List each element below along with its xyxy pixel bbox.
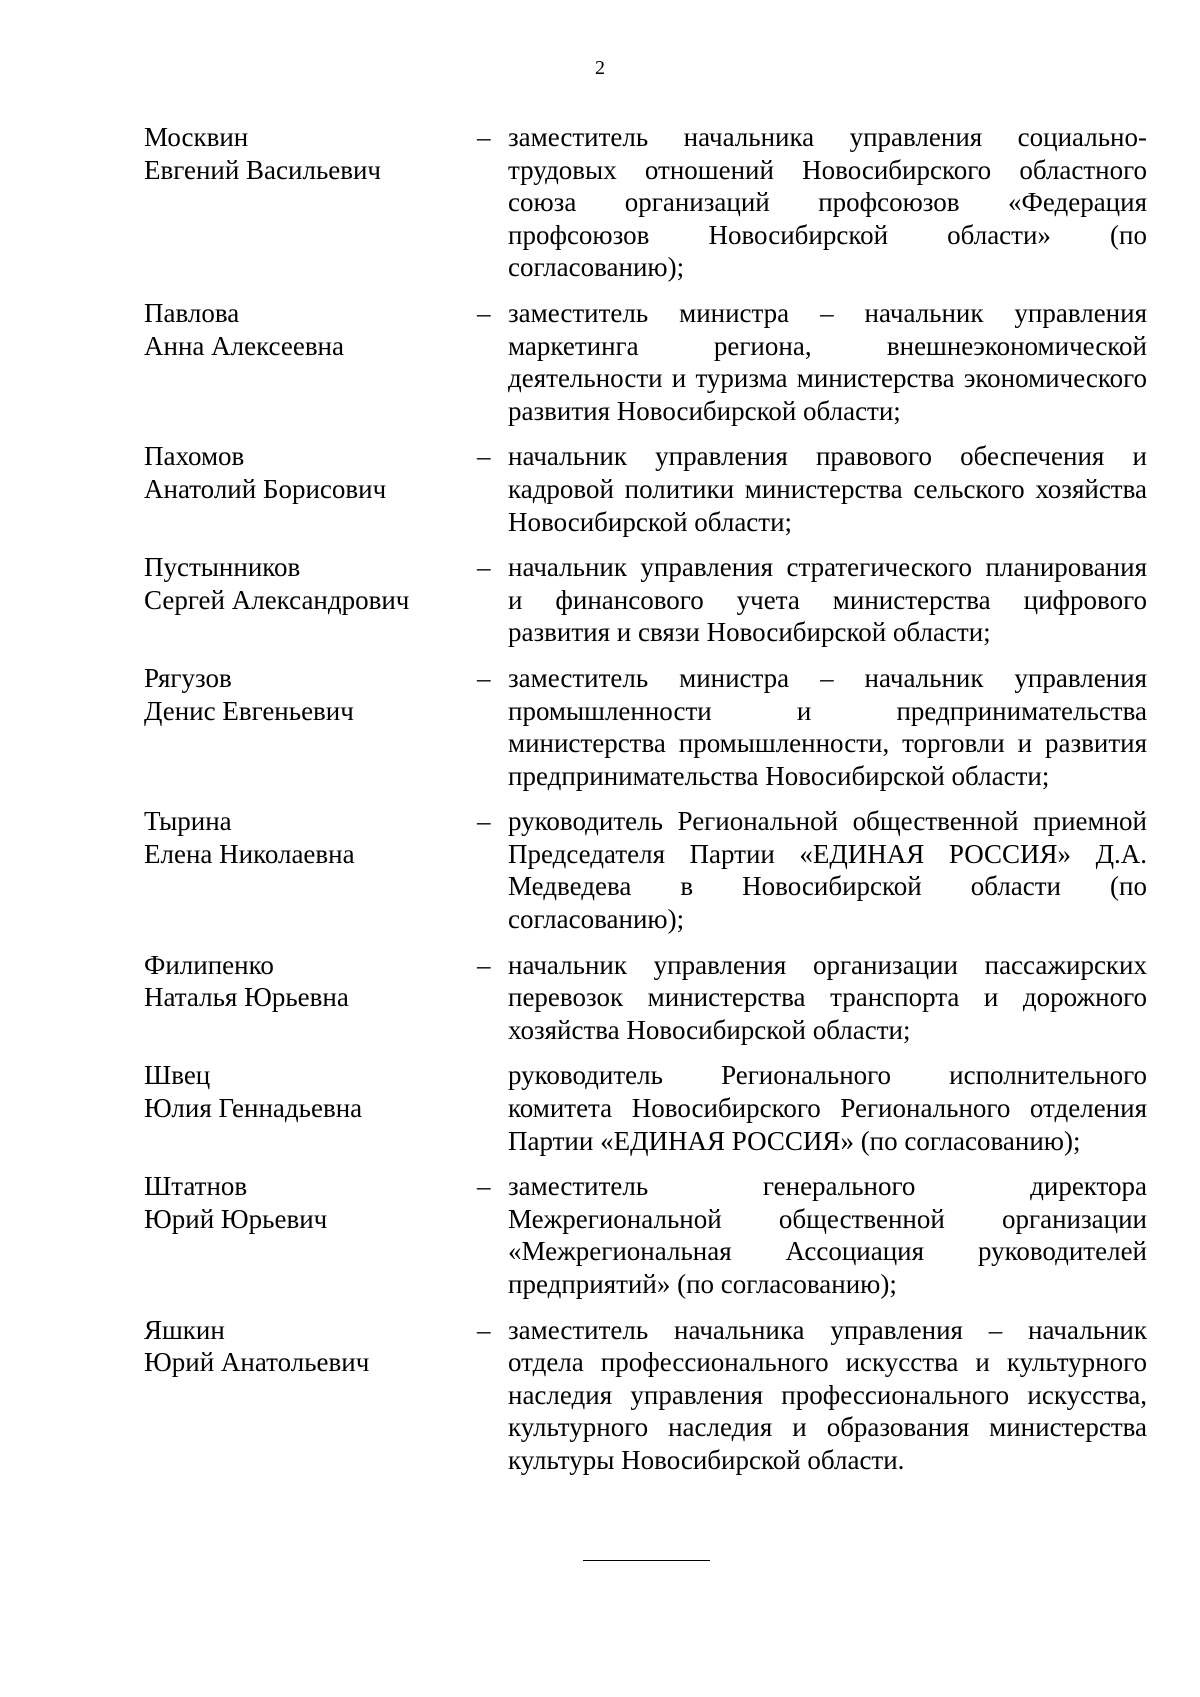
member-name	[144, 440, 464, 505]
member-role: заместитель начальника управления – начальник отдела профессионального искусства и культурного наследия управления профессионального искусства, культурного наследия и образования министерства культуры Новосибирской области.	[508, 1314, 1147, 1475]
member-role: заместитель министра – начальник управления промышленности и предпринимательства министерства промышленности, торговли и развития предпринимательства Новосибирской области;	[508, 662, 1147, 791]
member-role: начальник управления правового обеспечения и кадровой политики министерства сельского хозяйства Новосибирской области;	[508, 441, 1147, 537]
member-surname: Штатнов	[144, 1171, 248, 1202]
list-item	[144, 440, 1147, 538]
member-given-names: Юрий Юрьевич	[144, 1203, 328, 1234]
member-role: руководитель Региональной общественной приемной Председателя Партии «ЕДИНАЯ РОССИЯ» Д.А. Медведева в Новосибирской области (по согласованию);	[508, 806, 1147, 935]
member-name	[144, 662, 464, 727]
list-item	[144, 662, 1147, 792]
dash-separator: –	[477, 1314, 491, 1345]
member-surname: Рягузов	[144, 662, 232, 693]
list-item	[144, 121, 1147, 284]
member-role: начальник управления стратегического планирования и финансового учета министерства цифрового развития и связи Новосибирской области;	[508, 552, 1147, 648]
dash-separator: –	[477, 806, 491, 837]
dash-separator: –	[477, 122, 491, 152]
member-name	[144, 1170, 464, 1235]
member-given-names: Юрий Анатольевич	[144, 1347, 370, 1378]
member-role: начальник управления организации пассажирских перевозок министерства транспорта и дорожного хозяйства Новосибирской области;	[508, 949, 1147, 1045]
member-surname: Москвин	[144, 122, 249, 152]
member-surname: Пахомов	[144, 441, 245, 472]
member-name	[144, 121, 464, 186]
member-surname: Павлова	[144, 297, 240, 328]
member-surname: Швец	[144, 1060, 211, 1091]
dash-separator: –	[477, 552, 491, 583]
dash-separator: –	[477, 662, 491, 693]
list-item	[144, 551, 1147, 649]
list-item	[144, 1059, 1147, 1157]
member-name	[144, 1314, 464, 1379]
member-given-names: Сергей Александрович	[144, 584, 410, 615]
member-given-names: Елена Николаевна	[144, 838, 355, 869]
member-given-names: Юлия Геннадьевна	[144, 1093, 363, 1124]
member-given-names: Анна Алексеевна	[144, 330, 344, 361]
dash-separator: –	[477, 1171, 491, 1202]
member-name	[144, 297, 464, 362]
member-given-names: Анатолий Борисович	[144, 473, 387, 504]
member-name	[144, 805, 464, 870]
member-given-names: Наталья Юрьевна	[144, 982, 349, 1013]
member-surname: Филипенко	[144, 949, 274, 980]
member-role: заместитель министра – начальник управления маркетинга региона, внешнеэкономической деятельности и туризма министерства экономического развития Новосибирской области;	[508, 297, 1147, 426]
members-list	[144, 121, 1147, 1490]
list-item	[144, 1170, 1147, 1300]
dash-separator: –	[477, 949, 491, 980]
member-name	[144, 1059, 464, 1124]
member-surname: Тырина	[144, 806, 232, 837]
member-given-names: Денис Евгеньевич	[144, 695, 354, 726]
member-surname: Пустынников	[144, 552, 301, 583]
member-role: заместитель начальника управления социально-трудовых отношений Новосибирского областного союза организаций профсоюзов «Федерация профсоюзов Новосибирской области» (по согласованию);	[508, 122, 1147, 283]
member-name	[144, 949, 464, 1014]
list-item	[144, 297, 1147, 427]
dash-separator: –	[477, 441, 491, 472]
member-name	[144, 551, 464, 616]
member-role: заместитель генерального директора Межрегиональной общественной организации «Межрегиональная Ассоциация руководителей предприятий» (по согласованию);	[508, 1171, 1147, 1299]
list-item	[144, 805, 1147, 935]
page-number: 2	[595, 57, 605, 79]
closing-rule	[583, 1560, 710, 1561]
list-item	[144, 949, 1147, 1047]
list-item	[144, 1314, 1147, 1477]
dash-separator: –	[477, 297, 491, 328]
member-given-names: Евгений Васильевич	[144, 154, 382, 185]
member-surname: Яшкин	[144, 1314, 225, 1345]
member-role: руководитель Регионального исполнительного комитета Новосибирского Регионального отделения Партии «ЕДИНАЯ РОССИЯ» (по согласованию);	[508, 1060, 1147, 1156]
